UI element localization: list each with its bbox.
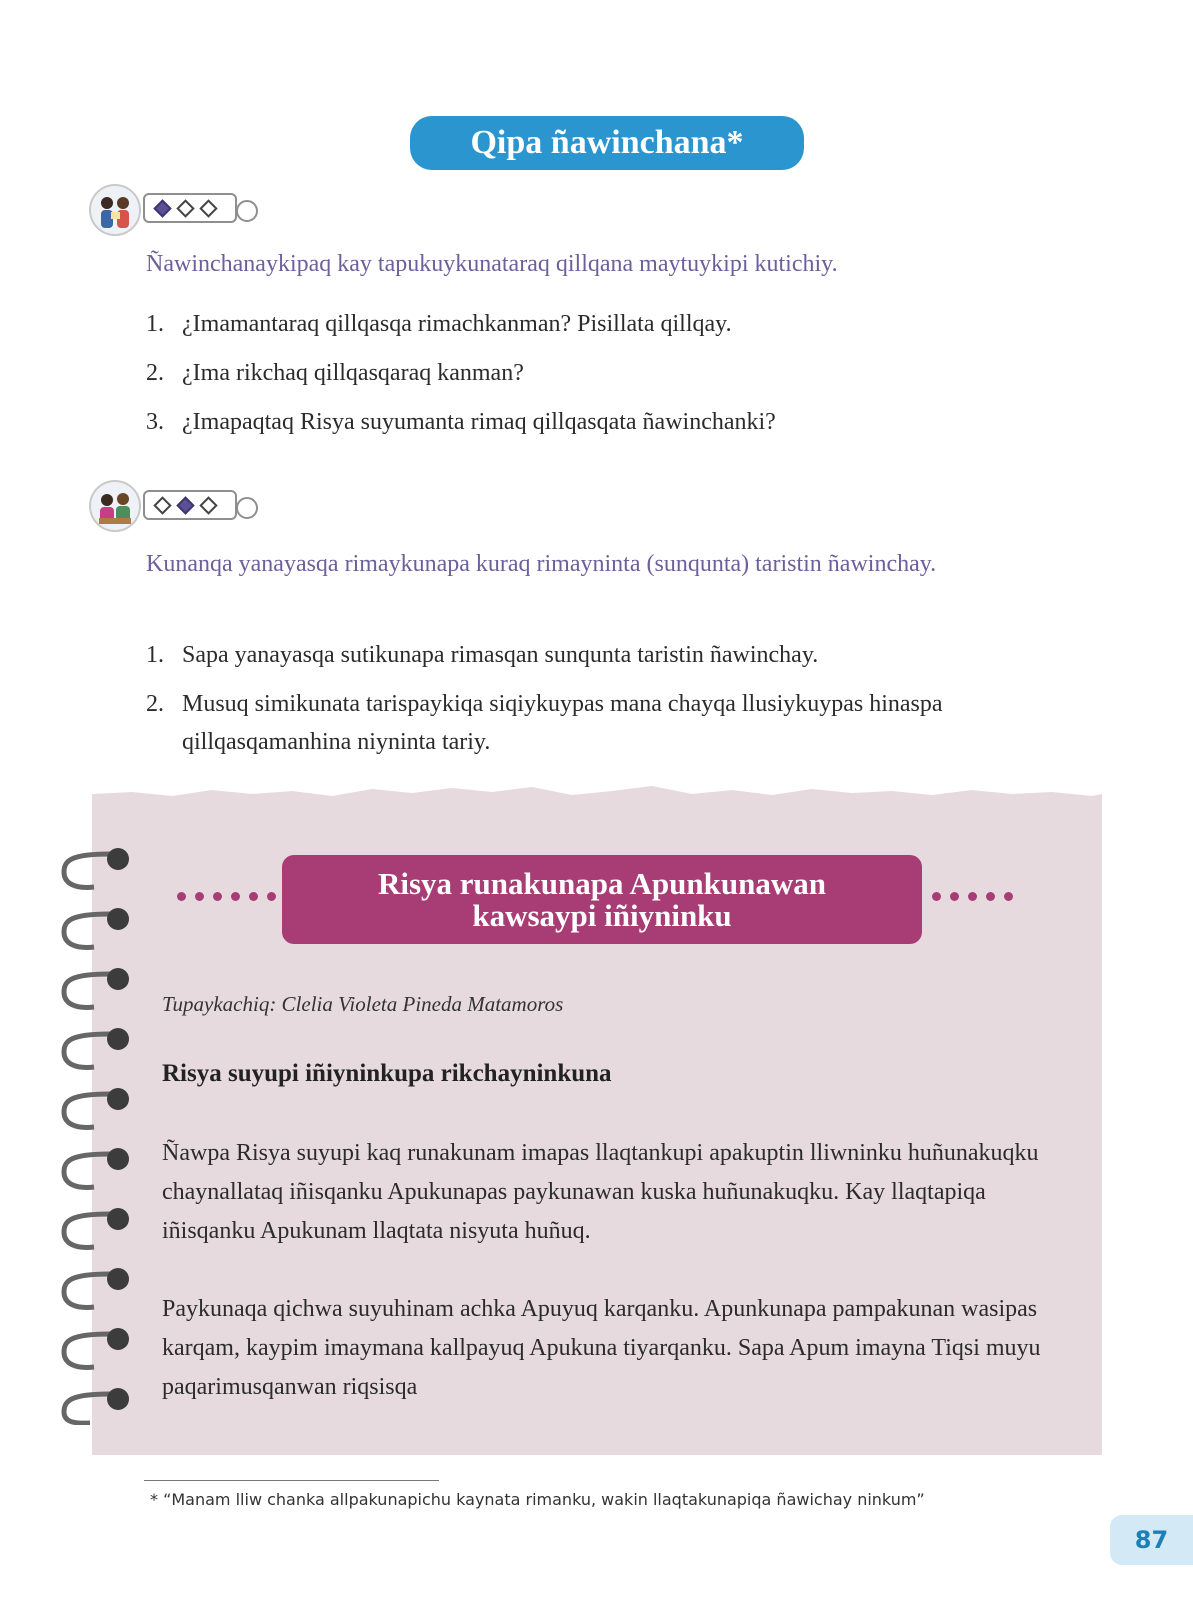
list-item xyxy=(146,685,1026,761)
item-number: 2. xyxy=(146,691,164,717)
level-diamond-empty-icon xyxy=(199,199,217,217)
question-list xyxy=(146,305,1046,441)
story-paragraph-1: Ñawpa Risya suyupi kaq runakunam imapas llaqtankupi apakuptin lliwninku huñunakuqku chaynallataq iñisqanku Apukunapas paykunawan kuska huñunakuqku. Kay llaqtapiqa iñisqanku Apukunam llaqtata nisyuta huñuq. xyxy=(162,1140,1039,1244)
list-item xyxy=(146,403,1046,441)
level-diamond-filled-icon xyxy=(153,199,171,217)
item-text: ¿Imapaqtaq Risya suyumanta rimaq qillqasqata ñawinchanki? xyxy=(182,409,776,435)
story-title xyxy=(282,855,922,944)
instruction-text: Ñawinchanaykipaq kay tapukuykunataraq qillqana maytuykipi kutichiy. xyxy=(146,251,838,277)
level-diamond-filled-icon xyxy=(176,496,194,514)
item-number: 1. xyxy=(146,311,164,337)
item-text: ¿Imamantaraq qillqasqa rimachkanman? Pisillata qillqay. xyxy=(182,311,732,337)
list-item xyxy=(146,305,1046,343)
step-list xyxy=(146,636,1026,761)
level-diamond-empty-icon xyxy=(176,199,194,217)
item-number: 3. xyxy=(146,409,164,435)
decorative-dots-left xyxy=(177,892,276,901)
decorative-dots-right xyxy=(932,892,1013,901)
tag-string-icon xyxy=(236,200,258,222)
level-diamond-empty-icon xyxy=(153,496,171,514)
list-item xyxy=(146,354,1046,392)
page-number: 87 xyxy=(1110,1515,1193,1565)
level-diamond-empty-icon xyxy=(199,496,217,514)
story-subheading: Risya suyupi iñiyninkupa rikchayninkuna xyxy=(162,1060,612,1087)
list-item xyxy=(146,636,1026,674)
item-number: 2. xyxy=(146,360,164,386)
instruction-text: Kunanqa yanayasqa rimaykunapa kuraq rimayninta (sunqunta) taristin ñawinchay. xyxy=(146,551,937,577)
story-title-line-1: Risya runakunapa Apunkunawan xyxy=(377,865,827,901)
students-writing-avatar xyxy=(89,480,141,532)
item-text: Sapa yanayasqa sutikunapa rimasqan sunqunta taristin ñawinchay. xyxy=(182,642,819,668)
students-reading-avatar xyxy=(89,184,141,236)
story-author: Tupaykachiq: Clelia Violeta Pineda Matamoros xyxy=(162,992,564,1016)
spiral-binding xyxy=(60,845,140,1425)
difficulty-level-tag xyxy=(143,490,237,520)
footnote: * “Manam lliw chanka allpakunapichu kaynata rimanku, wakin llaqtakunapiqa ñawichay ninkum” xyxy=(150,1490,925,1509)
item-text: Musuq simikunata tarispaykiqa siqiykuypas mana chayqa llusiykuypas hinaspa qillqasqamanhina niyninta tariy. xyxy=(182,691,943,755)
story-paragraph-2: Paykunaqa qichwa suyuhinam achka Apuyuq karqanku. Apunkunapa pampakunan wasipas karqam, kaypim imaymana kallpayuq Apukuna tiyarqanku. Sapa Apum imayna Tiqsi muyu paqarimusqanwan riqsisqa xyxy=(162,1296,1041,1400)
difficulty-level-tag xyxy=(143,193,237,223)
section-title: Qipa ñawinchana* xyxy=(410,116,804,170)
item-text: ¿Ima rikchaq qillqasqaraq kanman? xyxy=(182,360,524,386)
story-title-line-2: kawsaypi iñiyninku xyxy=(472,897,732,933)
tag-string-icon xyxy=(236,497,258,519)
item-number: 1. xyxy=(146,642,164,668)
footnote-divider xyxy=(144,1480,439,1481)
torn-paper-bottom-edge xyxy=(92,1440,1102,1458)
